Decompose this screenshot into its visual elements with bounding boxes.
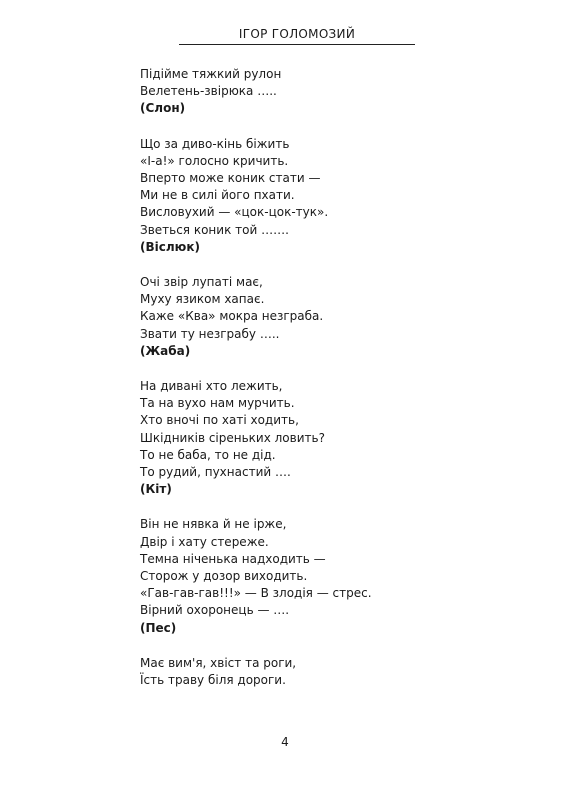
riddle-stanza [140, 274, 470, 360]
verse-line: Темна ніченька надходить — [140, 551, 326, 566]
verse-line: Та на вухо нам мурчить. [140, 396, 295, 411]
verse-line: «І-а!» голосно кричить. [140, 153, 289, 168]
running-header-author: ІГОР ГОЛОМОЗИЙ [238, 27, 356, 41]
verse-line: Зветься коник той ……. [140, 222, 289, 237]
verse-line: То рудий, пухнастий …. [140, 465, 291, 480]
riddle-stanza [140, 378, 470, 498]
riddle-answer: (Пес) [140, 620, 177, 635]
header-divider [179, 44, 415, 45]
verse-line: Хто вночі по хаті ходить, [140, 413, 299, 428]
riddle-poems [140, 66, 470, 707]
verse-line: Двір і хату стереже. [140, 534, 269, 549]
verse-line: Каже «Ква» мокра незграба. [140, 309, 324, 324]
riddle-answer: (Віслюк) [140, 239, 200, 254]
verse-line: Вірний охоронець — …. [140, 603, 290, 618]
verse-line: Ми не в силі його пхати. [140, 188, 295, 203]
verse-line: Їсть траву біля дороги. [140, 673, 286, 688]
verse-line: Що за диво-кінь біжить [140, 136, 290, 151]
verse-line: Він не нявка й не ірже, [140, 517, 287, 532]
verse-line: Висловухий — «цок-цок-тук». [140, 205, 329, 220]
verse-line: Сторож у дозор виходить. [140, 569, 308, 584]
riddle-stanza [140, 516, 470, 636]
verse-line: То не баба, то не дід. [140, 447, 276, 462]
verse-line: Шкідників сіреньких ловить? [140, 430, 325, 445]
verse-line: Має вим'я, хвіст та роги, [140, 655, 297, 670]
riddle-answer: (Слон) [140, 101, 186, 116]
riddle-answer: (Жаба) [140, 343, 191, 358]
riddle-stanza [140, 136, 470, 256]
riddle-answer: (Кіт) [140, 482, 172, 497]
verse-line: Підійме тяжкий рулон [140, 67, 282, 81]
verse-line: Муху язиком хапає. [140, 292, 265, 307]
riddle-stanza [140, 655, 470, 689]
verse-line: Вперто може коник стати — [140, 171, 321, 186]
verse-line: Велетень-звірюка ….. [140, 84, 277, 99]
verse-line: Очі звір лупаті має, [140, 275, 263, 290]
verse-line: Звати ту незграбу ….. [140, 326, 280, 341]
verse-line: На дивані хто лежить, [140, 379, 283, 394]
riddle-stanza [140, 66, 470, 118]
verse-line: «Гав-гав-гав!!!» — В злодія — стрес. [140, 586, 372, 601]
page-number: 4 [281, 735, 289, 749]
